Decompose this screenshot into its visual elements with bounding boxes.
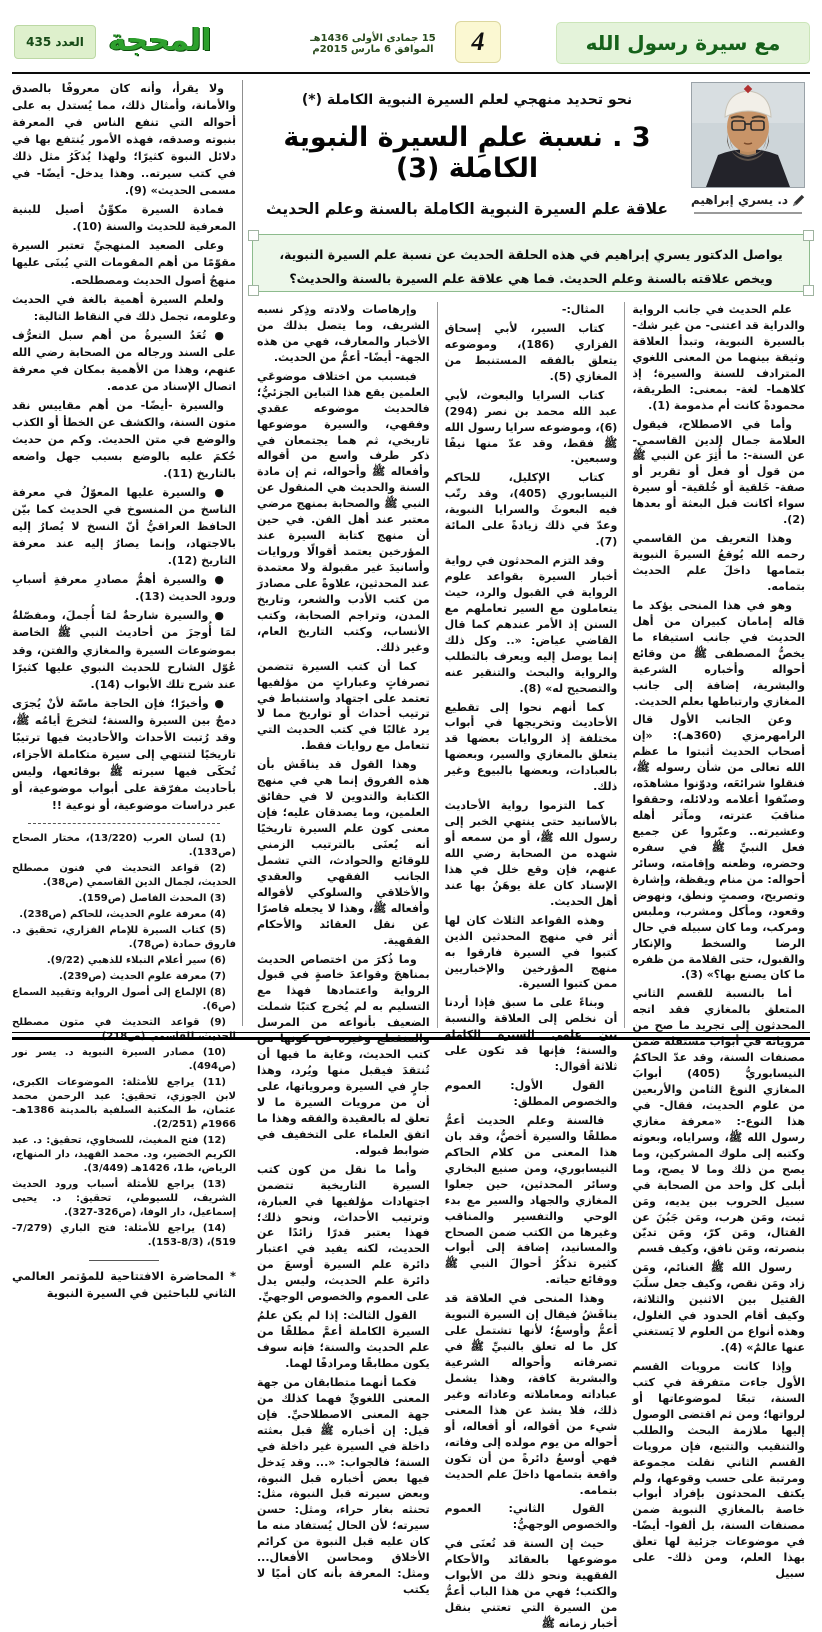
footnote: (13) يراجع للأمثلة أسباب ورود الحديث الشريف، للسيوطي، تحقيق: د. يحيى إسماعيل، دار الوفا، (ص326-327). xyxy=(12,1178,236,1218)
section-title: مع سيرة رسول الله xyxy=(556,22,810,64)
paragraph: وعن الجانب الأول قال الرامهرمزي (360هـ): «إن أصحاب الحديث أثبتوا ما عظم الله تعالى من شأن رسوله ﷺ، فنقلوا شرائعَه، ودوّنوا مشاهدَه، وصنّفوا أعلامه ودلائله، وحققوا مناقبَ عترته، ومآثر أهله وعشيرته.. وعبّروا عن جميع فعل النبيِّ ﷺ في سفره وحضره، وظعنه وإقامته، وسائر أحواله: من منام ويقظة، وإشارة وتصريح، وصمتٍ ونطق، ونهوض وقعود، ومأكل ومشرب، وملبس ومركب، وما كان سبيله في حال الرضا والسخط والإنكار والقبول، حتى القلامة من ظفره ما كان يصنع بها؟» (3). xyxy=(632,713,805,982)
paragraph: ● وأخيرًا؛ فإن الحاجة ماسّة لأنْ يُجرَى دمجٌ بين السيرة والسنة؛ لتخرجَ أيامُه ﷺ، وقد رُتبت الأحداث والأحاديث فيها ترتيبًا تاريخيًا لتنتهي إلى سيرة متكاملة الأجزاء، تُحكَى فيها سيرته ﷺ بوقائعها، وليس بأحاديث مفرّقة على أبواب موضوعية، أو عبر دراسات موضوعية، أو نوعية !! xyxy=(12,696,236,812)
paragraph: علم الحديث في جانب الرواية والدراية قد اعتنى- من غير شك- بالسيرة النبوية، وتبدأ العلاقة وثيقة بينهما من المعنى اللغوي المترادف للسنة والسيرة؛ إذ كلاهما- لغة- بمعنى: الطريقة، محمودةً كانت أم مذمومة (1). xyxy=(632,303,805,412)
paragraph: كتاب السرايا والبعوث، لأبي عبد الله محمد بن نصر (294) (6)، وموضوعه سرايا رسول الله ﷺ فقط، وقد عدّ منها نيفًا وسبعين. xyxy=(444,388,618,466)
corner-ornament xyxy=(248,230,259,241)
paragraph: ولا يقرأ، وأنه كان معروفًا بالصدق والأمانة، وأمثال ذلك، مما يُستدل به على أحواله التي تنفع الناس في المعرفة بنبوته وصدقه، فهذه الأمور يُنتفع بها في دلائل النبوة كثيرًا؛ ولهذا يُذكَرُ مثل ذلك في كتب سيرته.. وهذا يدخل- أيضًا- في مسمى الحديث» (9). xyxy=(12,82,236,198)
intro-box xyxy=(252,234,810,292)
paragraph: وهو في هذا المنحى يؤكد ما قاله إمامان كبيران من أهل الحديث في جانب استيفاء ما يخصُّ المصطفى ﷺ من وقائع أحواله وأخباره الشرعية والبشرية، إضافة إلى جانب المغازي وارتباطها بعلم الحديث. xyxy=(632,598,805,708)
paragraph: أما بالنسبة للقسم الثاني المتعلق بالمغازي فقد اتجه المحدثون إلى تجريد ما صح من مروياته في أبواب مستقلة ضمن مصنفات السنة، وقد عدّ الحاكمُ النيسابوريُّ (405) أبوابَ المغازي النوعَ الثامن والأربعين من علوم الحديث، فقال- في هذا النوع-: «معرفة مغازي رسول الله ﷺ، وسراياه، وبعوثه وكتبه إلى ملوك المشركين، وما يصح من ذلك وما لا يصح، وما أبلى كل واحد من الصحابة في سبيل الحروب بين يديه، ومَن ثبت، ومَن هرب، ومَن جَبُنَ عن القتال، ومَن كرّ، ومَن تديّن بنصرته، ومَن نافق، وكيف قسم xyxy=(632,987,805,1256)
column-divider xyxy=(242,80,243,1026)
author-photo xyxy=(691,82,805,188)
paragraph: وإذا كانت مرويات القسم الأول جاءت متفرقة في كتب السنة، تبعًا لموضوعاتها أو لرواتها؛ ومن ثم اقتضى الوصول إليها ملازمة البحث والطلب والتنقيب والتتبع، فإن مرويات القسم الثاني نقلت مجموعة ومرتبة على حسب وقوعها، ولم يكتف المحدثون بإفراد أبواب خاصة بالمغازي النبوية ضمن مصنفات السنة، بل ألفوا- أيضًا- في موضوعات جزئية لها تعلق بهذا العلم، ومن ذلك- على سبيل xyxy=(632,1359,805,1581)
continuation-column xyxy=(12,80,236,1301)
paragraph: المثال:- xyxy=(561,303,605,316)
paragraph: القول الثالث: إذا لم يكن علمُ السيرة الكاملة أعمَّ مطلقًا من علم الحديث والسنة؛ فإنه سوف يكون مطابقًا ومرادفًا لهما. xyxy=(256,1309,430,1370)
paragraph: فمادة السيرة مكوِّنٌ أصيل للبنية المعرفية للحديث والسنة (10). xyxy=(12,203,236,234)
paragraph: وهذا المنحى في العلاقة قد يناقَشُ فيقال إن السيرة النبوية أعمُّ وأوسعُ؛ لأنها تشتمل على كل ما له تعلق بالنبيِّ ﷺ في تصرفاته وأحواله الشرعية والبشرية كافة، وهذا يشمل عباداته ومعاملاته وعاداته وغير ذلك، فلا يشذ عن هذا المعنى شيء من أقواله، أو أفعاله، أو أحواله من يوم مولده إلى وفاته، فهي أوسعُ دائرةً من أن تكون واقعة بتمامها داخلَ علم الحديث بتمامه. xyxy=(444,1292,618,1497)
bottom-rule-thin xyxy=(12,1032,810,1033)
column-4 xyxy=(12,80,236,814)
intro-text: يواصل الدكتور يسري إبراهيم في هذه الحلقة الحديث عن نسبة علم السيرة النبوية، ويخص علاقته بالسنة وعلم الحديث. فما هي علاقة علم السيرة بالسنة والحديث؟ xyxy=(279,247,783,286)
paragraph: فكما أنهما متطابقان من جهة المعنى اللغويِّ فهما كذلك من جهة المعنى الاصطلاحيِّ. فإن قيل: إن أخباره ﷺ قبل بعثته داخلة في السيرة غير داخلة في السنة؛ فالجواب: «... وقد يَدخل فيها بعض أخباره قبل النبوة، وبعض سيرته قبل النبوة، مثل: تحنثه بغار حراء، ومثل: حسن سيرته؛ لأن الحال يُستفاد منه ما كان عليه قبل النبوة من كرائم الأخلاق ومحاسن الأفعال... ومثل: المعرفة بأنه كان أميًا لا يكتب xyxy=(256,1375,430,1597)
paragraph: رسول الله ﷺ الغنائم، ومَن زاد ومَن نقص، وكيف جعل سلَبَ القتيل بين الاثنين والثلاثة، وكيف أقام الحدود في الغلول، وهذه أنواع من العلوم لا يَستغني عنها عالمٌ» (4). xyxy=(632,1261,805,1354)
title-column xyxy=(250,78,684,228)
paragraph: وهذا التعريف من القاسمي رحمه الله يُوقعُ السيرةَ النبوية بتمامها داخلَ علم الحديث بتمامه. xyxy=(632,532,805,593)
column-3 xyxy=(250,302,437,1597)
issue-number-box: العدد 435 xyxy=(14,25,96,59)
footnote: (12) فتح المغيث، للسخاوي، تحقيق: د. عبد الكريم الخضير، ود. محمد الفهيد، دار المنهاج، الرياض، ط1، 1426هـ (3/449). xyxy=(12,1134,236,1174)
bottom-rule-thick xyxy=(12,1037,810,1040)
byline xyxy=(684,193,812,207)
star-note-divider xyxy=(89,1260,159,1261)
pen-icon xyxy=(792,194,805,207)
paragraph: فبسبب من اختلاف موضوعَي العلمين يقع هذا التباين الجزئيُّ؛ فالحديث موضوعه عقدي وفقهي، والسيرة موضوعها تاريخي، ثم هما يجتمعان في ذكر طرف واسع من أقواله وأفعاله ﷺ وأحواله، ثم إن مادة السنة والحديث هي المنقول عن النبي ﷺ والصحابة بمنهج مرضي معتبر عند أهل الفن. في حين أن منهج كتابة السيرة عند المؤرخين يعتمد أقوالًا وروايات وأسانيدَ غير مقبولة ولا معتمدة عند المحدثين، علاوةً على مصادرَ من كتب الأدب والشعر، وتاريخ المدن، وتراجم الصحابة، وكتب الأنساب، وكتب التاريخ العام، وغير ذلك. xyxy=(256,369,430,654)
kicker: نحو تحديد منهجي لعلم السيرة النبوية الكاملة (*) xyxy=(301,92,633,108)
footnote: (3) المحدث الفاصل (ص159). xyxy=(78,892,226,904)
footnotes xyxy=(12,832,236,1250)
footnote: (6) سير أعلام النبلاء للذهبي (9/22). xyxy=(46,954,226,966)
article-main xyxy=(250,78,812,1630)
footnote: (1) لسان العرب (13/220)، مختار الصحاح (ص133). xyxy=(12,832,236,858)
paragraph: ● والسيرة شارحةٌ لمَا أُجملَ، ومفصّلةٌ لمَا أُوجزَ من أحاديث النبي ﷺ الخاصة بموضوعات السيرة والمغازي والفتن، وقد عُوّل الشارح للحديث النبوي عليها كثيرًا عند شرح تلك الأبواب (14). xyxy=(12,609,236,691)
paragraph: كما التزموا رواية الأحاديث بالأسانيد حتى ينتهي الخبر إلى رسول الله ﷺ، أو من سمعه أو شهده من الصحابة رضي الله عنهم، فإن وقع خلل في هذا الإسناد كان علة يوهَنُ بها عند أهل الحديث. xyxy=(444,799,618,908)
paragraph: ولعلم السيرة أهمية بالغة في الحديث وعلومه، تجمل ذلك في النقاط التالية: xyxy=(12,292,236,323)
column-2 xyxy=(437,302,625,1630)
paragraph: ● تُعَدُ السيرةُ من أهم سبل التعرُّف على السند ورجاله من الصحابة رضي الله عنهم، وهذا من الأهمية بمكان في معرفة اتصال الإسناد من عدمه. xyxy=(12,328,236,393)
paragraph: وقد التزم المحدثون في رواية أخبار السيرة بقواعد علوم الرواية في القبول والرد، حيث يتعاملون مع السير تعاملهم مع السنن إذ الأمر عندهم كما قال القاضي عياض: «.. وكل ذلك إنما يوصل إليه ويعرف بالتطلب والرواية والبحث والتنقير عنه والتصحيح له» (8). xyxy=(444,554,618,695)
corner-ornament xyxy=(803,230,814,241)
header-divider xyxy=(12,72,810,74)
paragraph: ● والسيرة أهمُّ مصادرِ معرفةِ أسبابِ ورود الحديث (13). xyxy=(12,573,236,604)
byline-underline xyxy=(694,212,802,214)
paragraph: وإرهاصات ولادته وذِكر نسبه الشريف، وما يتصل بذلك من الأخبار والمعارف، فهي من هذه الجهة- أيضًا- أعمُّ من الحديث. xyxy=(256,303,430,364)
paragraph: فالسنة وعلم الحديث أعمُّ مطلقًا والسيرة أخصُّ، وقد بان هذا المعنى من كلام الحاكم النيسابوري، ومن صنيع البخاري وسائر المحدثين، حين جعلوا المغازي والجهاد والسير مع بدء الوحي والتفسير والمناقب وغيرها من الكتب ضمن الصحاح والمسانيد، إضافة إلى أبواب كثيرة تذكُرُ أحوالَ النبي ﷺ ووقائع حياته. xyxy=(444,1113,618,1287)
paragraph: وما ذُكرَ من اختصاص الحديث بمناهجَ وقواعدَ خاصةٍ في قبول الرواية واعتمادها فهذا مع التسليم به لم يُخرج كتبًا شملت الضعيف بأنواعه من المرسل والمنقطع وغيره عن كونها من كتب الحديث، وغاية ما فيها أن تُنتقدَ فيقبل منها ويُرد، وهذا جارٍ في السيرة ومروياتها، على أن من مرويات السيرة ما لا تعلق له بالعقيدة والفقه وهذا ما اتفق العلماء على التخفيف في ضوابط قبوله. xyxy=(256,952,430,1157)
star-note: * المحاضرة الافتتاحية للمؤتمر العالمي الثاني للباحثين في السيرة النبوية xyxy=(12,1268,236,1301)
issue-date: 15 جمادى الأولى 1436هـ الموافق 6 مارس 2015م xyxy=(310,33,436,55)
footnote: (11) يراجع للأمثلة: الموضوعات الكبرى، لابن الجوزي، تحقيق: عبد الرحمن محمد عثمان، ط المكتبة السلفية بالمدينة 1386هـ- 1966م (2/251). xyxy=(12,1076,236,1130)
paragraph: كما أن كتب السيرة تتضمن تصرفاتٍ وعباراتٍ من مؤلفيها تعتمد على اجتهاد واستنباط في ترتيب أحداث أو تواريخ مما لا يرد غالبًا في كتب الحديث التي تتعامل مع روايات فقط. xyxy=(256,659,430,753)
page-number: 4 xyxy=(455,21,501,63)
masthead xyxy=(12,20,810,68)
footnote: (7) معرفة علوم الحديث (ص239). xyxy=(58,970,226,982)
paragraph: وهذه القواعد الثلاث كان لها أثر في منهج المحدثين الذين كتبوا في السيرة فارقوا به منهج المؤرخين والإخباريين ممن كتبوا السيرة. xyxy=(444,913,618,991)
paragraph: والسيرة -أيضًا- من أهم مقاييس نقد متون السنة، والكشف عن الخطأ أو الكذب والوضع في متن الحديث. وكم من حديث حُكمَ عليه بالوضع بسبب جهل واضعه بالتاريخ (11). xyxy=(12,398,236,481)
footnote: (8) الإلماع إلى أصول الرواية وتقييد السماع (ص6). xyxy=(12,986,236,1012)
magazine-logo: المحجة xyxy=(108,23,212,58)
paragraph: القول الأول: العموم والخصوص المطلق: xyxy=(444,1079,618,1108)
paragraph: كما أنهم نحوا إلى تقطيع الأحاديث وتخريجها في أبواب مختلفة إذ الروايات بعضها قد يتعلق بالمغازي والسير، وبعضها بالعبادات، وبعضها بالبيوع وغير ذلك. xyxy=(444,700,618,794)
paragraph: كتاب الإكليل، للحاكم النيسابوري (405)، وقد رتّب فيه البعوثَ والسرايا النبوية، وعدّ في ذلك زيادةً على المائة (7). xyxy=(444,471,618,549)
paragraph: وبناءً على ما سبق فإذا أردنا أن نخلص إلى العلاقة والنسبة بين علمي السيرة الكاملة والسنة؛ فإنها قد تكون على ثلاثة أقوال: xyxy=(444,996,618,1074)
footnotes-divider xyxy=(28,823,220,824)
paragraph: حيث إن السنة قد تُعنَى في موضوعها بالعقائد والأحكام الفقهية ونحو ذلك من الأبواب والكتب؛ فهي من هذا الباب أعمُّ من السيرة التي تعتني بنقل أخبار زمانه ﷺ xyxy=(444,1537,618,1630)
paragraph: القول الثاني: العموم والخصوص الوجهيُّ: xyxy=(444,1502,618,1532)
byline-name: د. يسري إبراهيم xyxy=(690,193,789,207)
headline: 3 . نسبة علمِ السيرة النبوية الكاملة (3) xyxy=(283,122,651,184)
paragraph: وهذا القول قد يناقَش بأن هذه الفروق إنما هي في منهج الكتابة والتدوين لا في حقائق العلمين، وما يصدقان عليه؛ فإن معنى كون علم السيرة تاريخيًا أنه يُعنَى بالترتيب الزمني للوقائع والحوادث، التي تشمل الجانب الفقهي والعقدي والأخلاقي والسلوكي لأقواله وأفعاله ﷺ، وهذا لا يجعله قاصرًا عن نقل العقائد والأحكام الفقهية. xyxy=(256,758,430,947)
paragraph: وعلى الصعيد المنهجيِّ تعتبر السيرة مقوّمًا من أهم المقومات التي يُبنَى عليها منهجُ أصول الحديث ومصطلحه. xyxy=(12,239,236,287)
footnote: (2) قواعد التحديث في فنون مصطلح الحديث، لجمال الدين القاسمي (ص38). xyxy=(12,862,236,888)
subtitle: علاقة علم السيرة النبوية الكاملة بالسنة وعلم الحديث xyxy=(266,200,668,218)
body-columns xyxy=(250,302,812,1630)
paragraph: وأما ما نقل من كون كتب السيرة التاريخية تتضمن اجتهادات مؤلفيها في العبارة، وترتيب الأحداث، ونحو ذلك؛ فهذا يعتبر قدرًا زائدًا عن الحديث، لكنه يفيد في اعتبار دائرة علم السيرة أوسعَ من دائرة علم الحديث، وليس يدل على العموم والخصوص الوجهيِّ. xyxy=(256,1162,430,1304)
paragraph: وأما في الاصطلاح، فيقول العلامة جمال الدين القاسمي- عن السنة-: ما أُثِرَ عن النبي ﷺ من قول أو فعل أو تقرير أو صفة- خَلقية أو خُلقية- أو سيرة سواء أكانت قبل البعثة أو بعدها (2). xyxy=(632,417,805,527)
footnote: (14) يراجع للأمثلة: فتح الباري (7/279-519)، (8/3-153). xyxy=(12,1222,236,1248)
footnote: (10) مصادر السيرة النبوية د. يسر نور (ص494). xyxy=(12,1046,236,1072)
paragraph: ● والسيرة عليها المعوّلُ في معرفة الناسخ من المنسوخ في الحديث كما بيّن الحافظ العراقيُّ أنّ النسخ لا يُصارُ إليه بالاجتهاد، وإنما يصارُ إليه عند معرفة التاريخ (12). xyxy=(12,486,236,568)
corner-ornament xyxy=(248,285,259,296)
corner-ornament xyxy=(803,285,814,296)
author-photo-column xyxy=(684,78,812,228)
footnote: (9) قواعد التحديث في متون مصطلح الحديث، للقاسمي (ص218). xyxy=(12,1016,236,1042)
footnote: (5) كتاب السيرة للإمام الفزاري، تحقيق د. فاروق حمادة (ص78). xyxy=(12,924,236,950)
paragraph: كتاب السير، لأبي إسحاق الفزاري (186)، وموضوعه يتعلق بالفقه المستنبط من المغازي (5). xyxy=(444,321,618,383)
footnote: (4) معرفة علوم الحديث، للحاكم (ص238). xyxy=(19,908,226,920)
title-block xyxy=(250,78,812,228)
column-1 xyxy=(624,302,812,1581)
